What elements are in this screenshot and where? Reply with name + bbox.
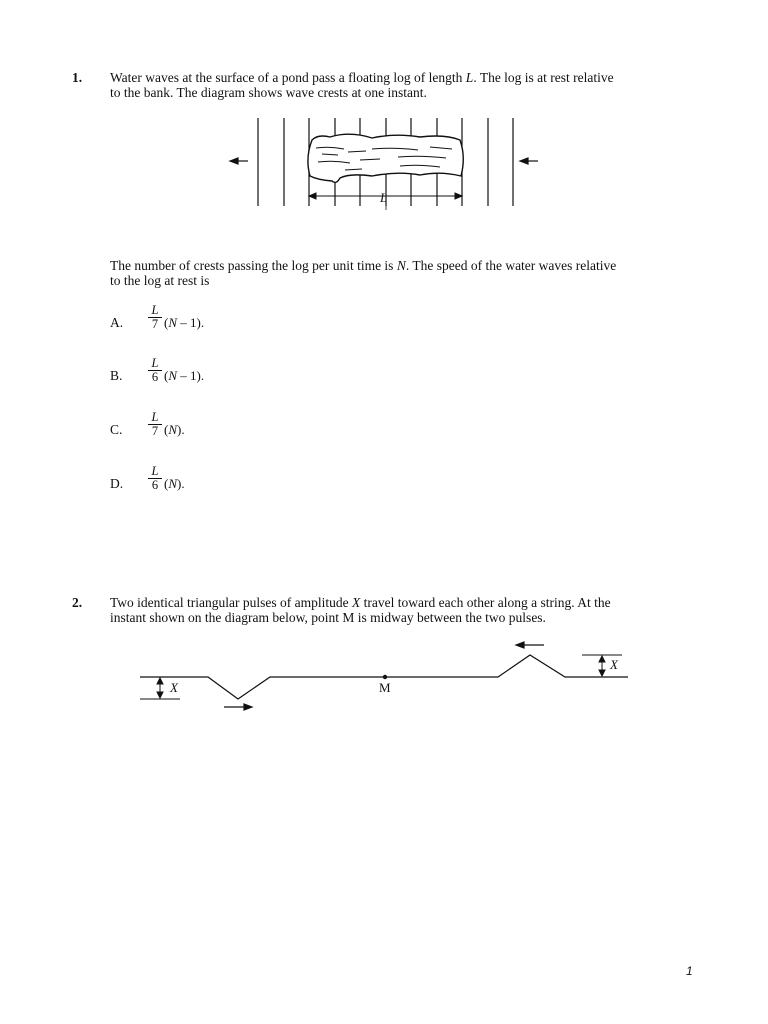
option-b-fraction bbox=[148, 357, 162, 384]
option-a-fraction bbox=[148, 304, 162, 331]
question-2-line-2: instant shown on the diagram below, point M is midway between the two pulses. bbox=[110, 610, 546, 625]
length-arrow-left bbox=[309, 193, 316, 199]
option-a-expression: (N – 1). bbox=[164, 315, 205, 330]
option-b-numerator: L bbox=[148, 357, 162, 371]
question-1-line-1: Water waves at the surface of a pond pass a floating log of length L. The log is at rest relative bbox=[110, 70, 614, 85]
question-2-number: 2. bbox=[72, 595, 83, 610]
option-d-letter: D. bbox=[110, 476, 124, 491]
option-c-fraction bbox=[148, 411, 162, 438]
question-1-stem-line-2: to the log at rest is bbox=[110, 273, 210, 288]
point-m bbox=[383, 675, 387, 679]
option-b-expression: (N – 1). bbox=[164, 368, 205, 383]
left-amplitude-label: X bbox=[170, 680, 178, 695]
question-1-stem bbox=[110, 258, 670, 288]
option-a-letter: A. bbox=[110, 315, 124, 330]
page-number: 1 bbox=[686, 964, 693, 978]
option-d-numerator: L bbox=[148, 465, 162, 479]
question-1-line-2: to the bank. The diagram shows wave crests at one instant. bbox=[110, 85, 427, 100]
option-c-expression: (N). bbox=[164, 422, 185, 437]
question-1-stem-line-1: The number of crests passing the log per unit time is N. The speed of the water waves relative bbox=[110, 258, 617, 273]
right-amplitude-label: X bbox=[610, 657, 618, 672]
option-d-expression: (N). bbox=[164, 476, 185, 491]
option-b-denominator: 6 bbox=[151, 370, 159, 384]
option-b-letter: B. bbox=[110, 368, 123, 383]
option-d-fraction bbox=[148, 465, 162, 492]
option-c-letter: C. bbox=[110, 422, 123, 437]
option-c-numerator: L bbox=[148, 411, 162, 425]
option-a-numerator: L bbox=[148, 304, 162, 318]
question-2-line-1: Two identical triangular pulses of amplitude X travel toward each other along a string. At the bbox=[110, 595, 611, 610]
question-1-number: 1. bbox=[72, 70, 83, 85]
option-c-denominator: 7 bbox=[151, 424, 159, 438]
option-a-denominator: 7 bbox=[151, 317, 159, 331]
point-m-label: M bbox=[379, 680, 391, 695]
option-d-denominator: 6 bbox=[151, 478, 159, 492]
question-2-text bbox=[110, 595, 670, 625]
length-label: L bbox=[380, 190, 388, 205]
length-arrow-right bbox=[455, 193, 462, 199]
